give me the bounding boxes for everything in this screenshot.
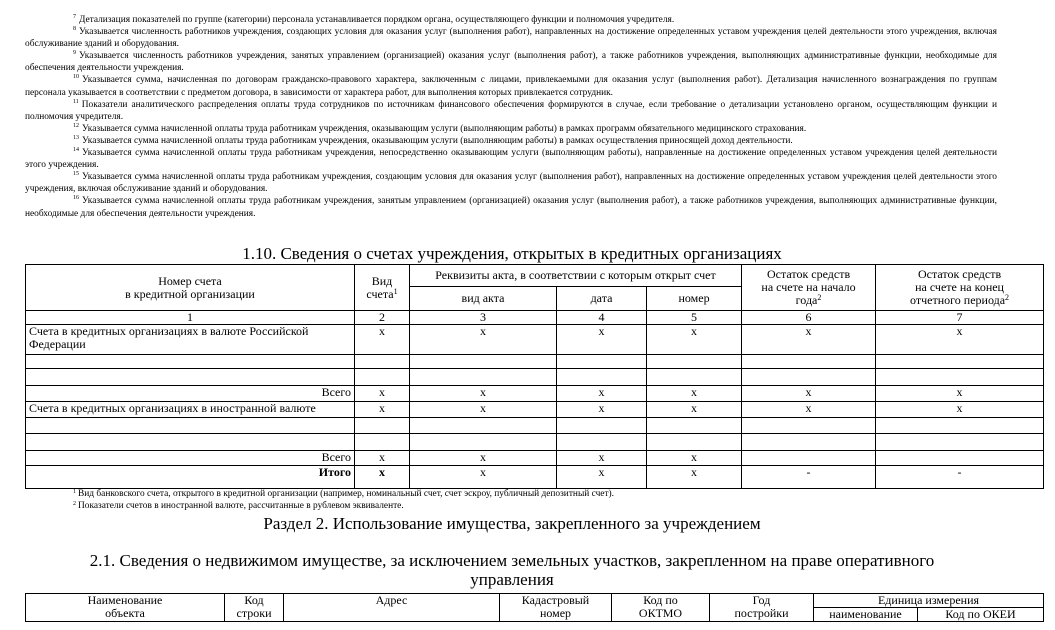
table-cell [742,369,876,386]
header-act-details: Реквизиты акта, в соответствии с которым открыт счет [410,265,742,287]
table-cell: x [355,466,410,489]
footnote-14: $^{14}$ Указывается сумма начисленной оплаты труда работникам учреждения, непосредственно оказывающим услуги (выполняющим работы), направленные на достижение определенных уставом учреждения целей деятельности этого учреждения. [25,147,997,171]
table-cell: x [647,386,742,402]
accounts-table [25,264,1044,489]
table-cell: x [647,466,742,489]
table-cell [876,418,1044,434]
row-label: Всего [26,451,355,466]
table-cell: x [647,402,742,418]
footnote-13: $^{13}$ Указывается сумма начисленной оплаты труда работникам учреждения, оказывающим услуги (выполняющим работы) в рамках осуществления приносящей доход деятельности. [73,134,793,146]
col-number: 7 [876,311,1044,325]
col-number: 5 [647,311,742,325]
table-cell [742,355,876,369]
table-cell: x [355,325,410,355]
header-act-date: дата [557,287,647,311]
table-row [26,325,1044,355]
table-cell [647,418,742,434]
table-cell: x [410,451,557,466]
table-cell [355,418,410,434]
table-cell: x [410,325,557,355]
table-cell [876,451,1044,466]
header-object-name: Наименование объекта [26,594,225,622]
table-cell: x [355,386,410,402]
header-balance-start: Остаток средств на счете на начало года$^2$ [742,265,876,311]
table-cell [557,355,647,369]
footnote-8: $^8$ Указывается численность работников учреждения, создающих условия для оказания услуг (выполнения работ), направленных на достижение определенных уставом учреждения целей деятельности этого учреждения, включая обслуживание зданий и оборудования. [25,26,997,50]
table-cell: - [876,466,1044,489]
table-cell: x [557,386,647,402]
table-cell: x [557,325,647,355]
header-build-year: Год постройки [710,594,814,622]
table-row [26,434,1044,451]
table-row-grand-total [26,466,1044,489]
table-row [26,369,1044,386]
header-account-type: Вид счета$^1$ [355,265,410,311]
table-cell [410,369,557,386]
table-cell [647,369,742,386]
table-cell: x [647,325,742,355]
table-cell: x [876,325,1044,355]
header-balance-end: Остаток средств на счете на конец отчетного периода$^2$ [876,265,1044,311]
header-act-number: номер [647,287,742,311]
column-numbers-row [26,311,1044,325]
footnote-9: $^9$ Указывается численность работников учреждения, занятых управлением (организацией) оказания услуг (выполнения работ), а также работников учреждения, выполняющих административные функции, необходимые для обеспечения деятельности учреждения. [25,50,997,74]
table-cell [410,418,557,434]
col-number: 6 [742,311,876,325]
table-cell: x [876,402,1044,418]
table-cell: x [410,386,557,402]
table-cell: x [355,451,410,466]
header-unit-name: наименование [814,608,918,622]
col-number: 2 [355,311,410,325]
footnote-10: $^{10}$ Указывается сумма, начисленная по договорам гражданско-правового характера, заключенным с лицами, привлекаемыми для оказания услуг (выполнения работ). Детализация начисленного вознаграждения по группам персонала указывается в соответствии с предметом договора, в зависимости от характера работ, для выполнения которых привлекается сотрудник. [25,74,997,98]
row-label [26,369,355,386]
footnote-7: $^7$ Детализация показателей по группе (категории) персонала устанавливается порядком органа, осуществляющего функции и полномочия учредителя. [73,14,675,25]
table-cell: x [410,466,557,489]
table-cell: x [742,325,876,355]
row-label: Счета в кредитных организациях в иностранной валюте [26,402,355,418]
footnotes-block [25,14,997,220]
row-label [26,434,355,451]
table-cell: x [742,386,876,402]
table-cell: x [647,451,742,466]
footnote-16: $^{16}$ Указывается сумма начисленной оплаты труда работникам учреждения, занятым управлением (организацией) оказания услуг (выполнения работ), а также работников учреждения, выполняющих административные функции, необходимые для обеспечения деятельности учреждения. [25,195,997,219]
header-unit-okei: Код по ОКЕИ [918,608,1044,622]
table-cell: x [410,402,557,418]
table-cell [355,355,410,369]
col-number: 3 [410,311,557,325]
table-cell [742,434,876,451]
table-cell [647,434,742,451]
table-cell [647,355,742,369]
header-row-1 [26,594,1044,608]
header-oktmo: Код по ОКТМО [612,594,710,622]
header-row-code: Код строки [225,594,284,622]
table-row [26,355,1044,369]
footnote-11: $^{11}$ Показатели аналитического распределения оплаты труда сотрудников по источникам финансового обеспечения формируются в случае, если требование о детализации установлено органом, осуществляющим функции и полномочия учредителя. [25,98,997,122]
table-cell: x [742,402,876,418]
section-2-title: Раздел 2. Использование имущества, закрепленного за учреждением [263,514,761,533]
table-cell [557,434,647,451]
table-row [26,418,1044,434]
header-row-1 [26,265,1044,287]
table-cell: x [557,402,647,418]
table-row-total [26,451,1044,466]
row-label: Счета в кредитных организациях в валюте Российской Федерации [26,325,355,355]
table-footnote-2: $^2$ Показатели счетов в иностранной валюте, рассчитанные в рублевом эквиваленте. [73,501,404,511]
section-2-1-title: 2.1. Сведения о недвижимом имуществе, за исключением земельных участков, закрепленном на праве оперативного управления [89,551,935,589]
table-cell [410,355,557,369]
table-cell [742,418,876,434]
footnote-12: $^{12}$ Указывается сумма начисленной оплаты труда работникам учреждения, оказывающим услуги (выполняющим работы) в рамках программ обязательного медицинского страхования. [73,122,807,134]
table-cell [557,369,647,386]
table-cell [410,434,557,451]
header-account-number: Номер счета в кредитной организации [26,265,355,311]
section-1-10-title: 1.10. Сведения о счетах учреждения, открытых в кредитных организациях [242,244,782,263]
table-cell [355,434,410,451]
table-cell [876,369,1044,386]
table-cell: - [742,466,876,489]
table-cell: x [557,466,647,489]
header-address: Адрес [284,594,500,622]
row-label [26,418,355,434]
footnote-15: $^{15}$ Указывается сумма начисленной оплаты труда работникам учреждения, создающим условия для оказания услуг (выполнения работ), направленных на достижение определенных уставом учреждения целей деятельности этого учреждения, включая обслуживание зданий и оборудования. [25,171,997,195]
table-cell [557,418,647,434]
header-unit: Единица измерения [814,594,1044,608]
table-row [26,402,1044,418]
row-label: Итого [26,466,355,489]
table-footnote-1: $^1$ Вид банковского счета, открытого в кредитной организации (например, номинальный счет, счет эскроу, публичный депозитный счет). [73,489,615,499]
table-row-total [26,386,1044,402]
real-estate-table [25,593,1044,622]
row-label: Всего [26,386,355,402]
table-cell [742,451,876,466]
table-cell [355,369,410,386]
row-label [26,355,355,369]
table-cell [876,355,1044,369]
table-cell [876,434,1044,451]
col-number: 4 [557,311,647,325]
col-number: 1 [26,311,355,325]
table-cell: x [876,386,1044,402]
header-act-type: вид акта [410,287,557,311]
header-cadastral-number: Кадастровый номер [500,594,612,622]
table-cell: x [557,451,647,466]
table-cell: x [355,402,410,418]
